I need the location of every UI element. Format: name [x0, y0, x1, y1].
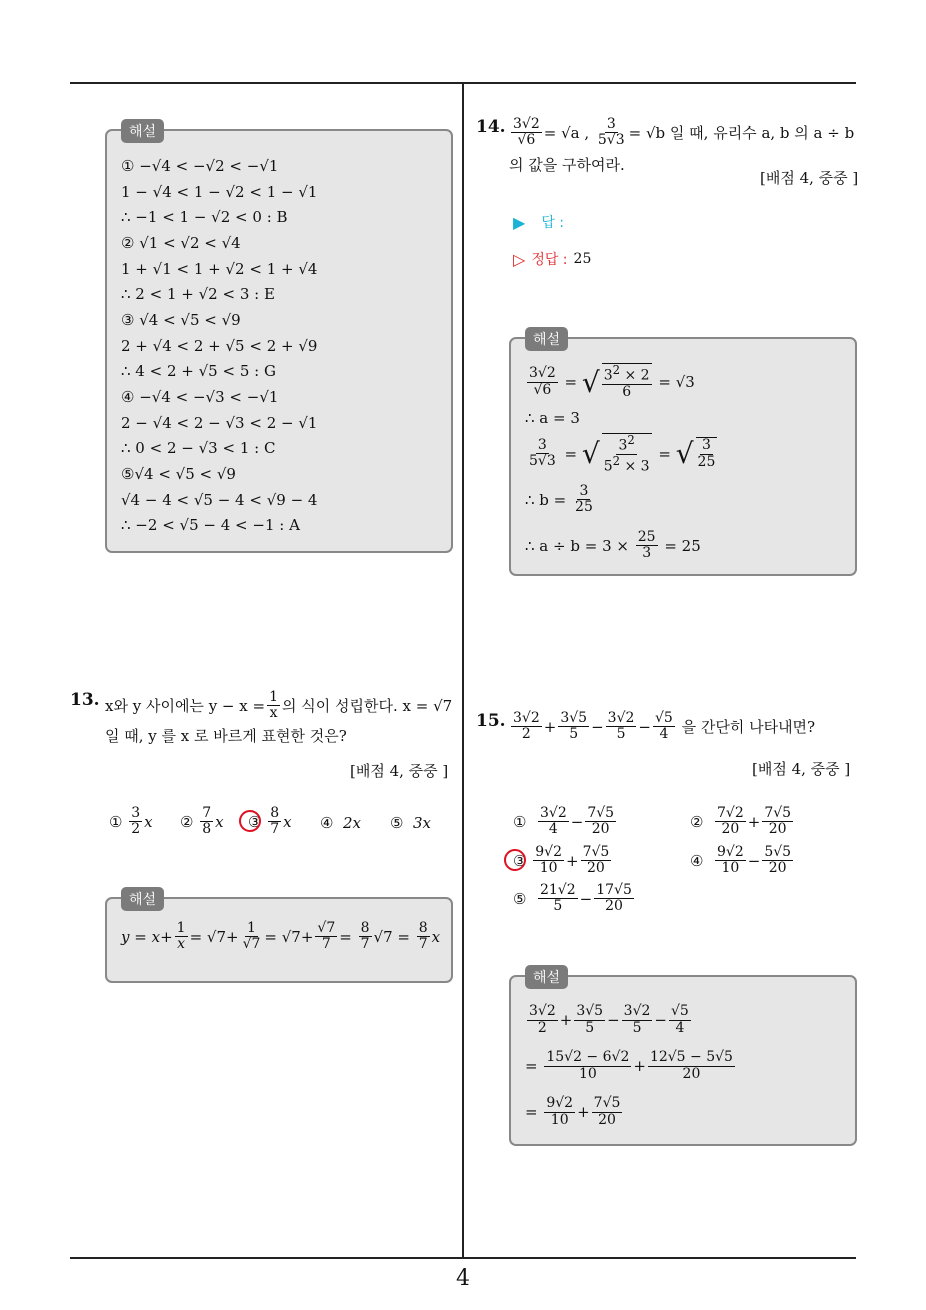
q14-meta: [배점 4, 중중 ]: [760, 169, 859, 187]
q12-solution-line: √4 − 4 < √5 − 4 < √9 − 4: [121, 490, 318, 509]
q13-fraction: $\frac{1}{x}$: [269, 689, 278, 722]
play-arrow-icon: ▶: [513, 212, 526, 232]
q15-meta: [배점 4, 중중 ]: [752, 760, 851, 778]
q12-solution-line: ④ −√4 < −√3 < −√1: [121, 388, 279, 407]
q13-choice-1[interactable]: ① $\frac{3}{2}$ x: [109, 805, 153, 838]
q14-eq-b: = √b 일 때, 유리수 a, b 의 a ÷ b: [628, 123, 855, 142]
q12-solution-line: ② √1 < √2 < √4: [121, 233, 241, 252]
page-number: 4: [456, 1266, 470, 1291]
q13-number: 13.: [70, 690, 100, 710]
q14-correct-row: [513, 249, 591, 269]
q13-text: [105, 690, 457, 750]
q13-line2: 일 때, y 를 x 로 바르게 표현한 것은?: [105, 726, 347, 745]
q13-meta: [배점 4, 중중 ]: [350, 762, 449, 780]
solution-tag: 해설: [525, 965, 568, 989]
q13-choice-5[interactable]: ⑤ 3x: [390, 814, 432, 832]
q12-solution-line: 1 + √1 < 1 + √2 < 1 + √4: [121, 259, 318, 278]
q14-sol-line-1: $\frac{3√2}{√6}$ = √ $\frac{3^2 \times 2}{6}$ = √3: [529, 363, 695, 401]
q14-number: 14.: [476, 117, 506, 137]
q15-choice-3[interactable]: ③ $\frac{9√2}{10}$ + $\frac{7√5}{20}$: [513, 845, 613, 877]
correct-label: 정답 :: [531, 252, 568, 268]
column-divider: [462, 83, 464, 1259]
q12-solution-lines: [121, 153, 437, 538]
q14-sol-line-3: $\frac{3}{5√3}$ = √ $\frac{3^2}{5^2 \times 3}$ = √ $\frac{3}{25}$: [529, 432, 716, 475]
q15-solution-panel: [509, 970, 857, 1146]
q13-line1-b: 의 식이 성립한다. x = √7: [282, 696, 453, 715]
solution-tag: 해설: [121, 887, 164, 911]
q15-choice-1[interactable]: ① $\frac{3√2}{4}$ − $\frac{7√5}{20}$: [513, 805, 615, 838]
q12-solution-line: 2 − √4 < 2 − √3 < 2 − √1: [121, 413, 318, 432]
outline-arrow-icon: ▷: [513, 249, 526, 269]
q15-text: $\frac{3√2}{2}$ + $\frac{3√5}{5}$ − $\frac{3√2}{5}$ − $\frac{√5}{4}$ 을 간단히 나타내면?: [513, 710, 816, 743]
q13-choice-3[interactable]: ③ $\frac{8}{7}$ x: [248, 806, 292, 838]
q13-line1-a: x와 y 사이에는 y − x =: [105, 696, 266, 715]
q12-solution-line: ∴ −1 < 1 − √2 < 0 : B: [121, 208, 288, 227]
correct-value: 25: [573, 251, 592, 267]
q15-choice-4[interactable]: ④ $\frac{9√2}{10}$ − $\frac{5√5}{20}$: [690, 844, 792, 877]
q12-solution-line: 2 + √4 < 2 + √5 < 2 + √9: [121, 336, 318, 355]
q14-sol-line-5: ∴ a ÷ b = 3 × $\frac{25}{3}$ = 25: [525, 528, 701, 562]
q14-answer-row[interactable]: [513, 212, 564, 232]
q12-solution-line: ∴ 2 < 1 + √2 < 3 : E: [121, 285, 275, 304]
q12-solution-line: ③ √4 < √5 < √9: [121, 310, 241, 329]
q13-choice-4[interactable]: ④ 2x: [320, 814, 362, 832]
q12-solution-line: ∴ −2 < √5 − 4 < −1 : A: [121, 516, 300, 535]
q12-solution-line: ① −√4 < −√2 < −√1: [121, 156, 279, 175]
solution-tag: 해설: [121, 119, 164, 143]
answer-label: 답 :: [541, 215, 565, 231]
q14-sol-line-4: ∴ b = $\frac{3}{25}$: [525, 482, 593, 516]
q15-sol-line-1: $\frac{3√2}{2}$ + $\frac{3√5}{5}$ − $\frac{3√2}{5}$ − $\frac{√5}{4}$: [529, 1003, 689, 1036]
q15-sol-line-3: = $\frac{9√2}{10}$ + $\frac{7√5}{20}$: [525, 1095, 621, 1128]
q12-solution-line: ∴ 0 < 2 − √3 < 1 : C: [121, 439, 276, 458]
q14-text: $\frac{3√2}{√6}$ = √a , $\frac{3}{5√3}$ = √b 일 때, 유리수 a, b 의 a ÷ b 의 값을 구하여라.: [509, 117, 861, 179]
q15-sol-line-2: = $\frac{15√2 - 6√2}{10}$ + $\frac{12√5 - 5√5}{20}$: [525, 1049, 733, 1082]
selected-answer-mark: [504, 849, 526, 871]
q13-solution-panel: [105, 892, 453, 983]
q15-choice-2[interactable]: ② $\frac{7√2}{20}$ + $\frac{7√5}{20}$: [690, 805, 792, 838]
q15-tail: 을 간단히 나타내면?: [681, 717, 816, 736]
q12-solution-line: ∴ 4 < 2 + √5 < 5 : G: [121, 362, 276, 381]
q14-eq-a: = √a ,: [543, 123, 590, 142]
q13-choice-2[interactable]: ② $\frac{7}{8}$ x: [180, 805, 224, 838]
q14-solution-panel: [509, 332, 857, 576]
q12-solution-line: ⑤√4 < √5 < √9: [121, 465, 236, 484]
q14-sol-line-2: ∴ a = 3: [525, 408, 580, 427]
solution-tag: 해설: [525, 327, 568, 351]
q15-number: 15.: [476, 711, 506, 731]
q15-choice-5[interactable]: ⑤ $\frac{21√2}{5}$ − $\frac{17√5}{20}$: [513, 882, 632, 915]
q14-line2: 의 값을 구하여라.: [509, 155, 625, 174]
q13-solution-line: y = x + $\frac{1}{x}$ = √7+ $\frac{1}{√7}$ = √7+ $\frac{√7}{7}$ = $\frac{8}{7}$ √7 = $\frac{8}{7}$ x: [121, 920, 441, 953]
q12-solution-panel: [105, 124, 453, 553]
q12-solution-line: 1 − √4 < 1 − √2 < 1 − √1: [121, 182, 318, 201]
